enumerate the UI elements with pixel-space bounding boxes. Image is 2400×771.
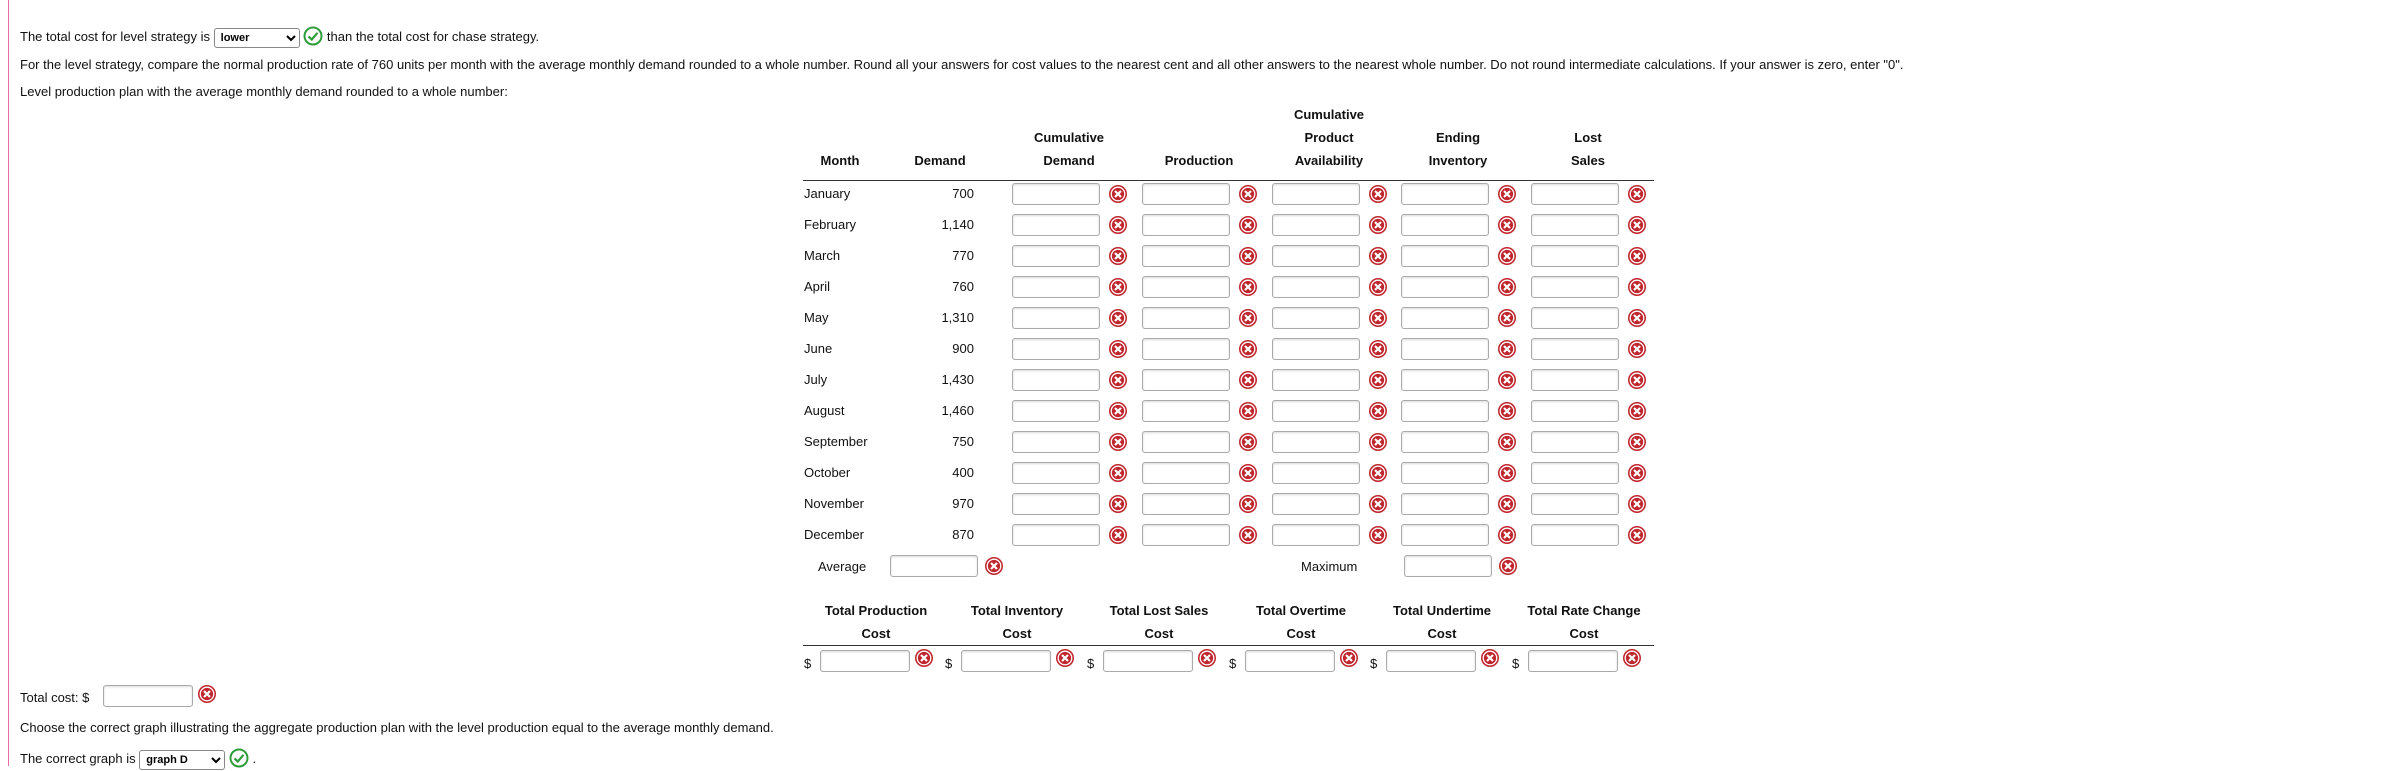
line1-prefix: The total cost for level strategy is: [20, 28, 211, 44]
cumulative-demand-input[interactable]: [1012, 369, 1100, 391]
total-rate-change-cost-header: Total Rate Change: [1527, 603, 1641, 618]
production-input[interactable]: [1142, 493, 1230, 515]
incorrect-icon: [914, 648, 934, 668]
cumulative-demand-input[interactable]: [1012, 524, 1100, 546]
production-input[interactable]: [1142, 400, 1230, 422]
production-input[interactable]: [1142, 431, 1230, 453]
ending-inventory-input[interactable]: [1401, 493, 1489, 515]
incorrect-icon: [1368, 184, 1388, 204]
incorrect-icon: [1238, 370, 1258, 390]
ending-inventory-input[interactable]: [1401, 431, 1489, 453]
incorrect-icon: [1368, 401, 1388, 421]
production-input[interactable]: [1142, 524, 1230, 546]
graph-dropdown[interactable]: [139, 750, 225, 770]
month-label: September: [804, 434, 868, 449]
incorrect-icon: [1627, 246, 1647, 266]
demand-value: 900: [952, 341, 974, 356]
graph-line-prefix: The correct graph is: [20, 750, 136, 766]
cumulative-availability-input[interactable]: [1272, 245, 1360, 267]
cumulative-availability-input[interactable]: [1272, 524, 1360, 546]
column-header-production: Production: [1164, 153, 1234, 168]
column-header-cum-avail: Cumulative: [1293, 107, 1365, 122]
total-lost-sales-cost-header-sub: Cost: [1144, 626, 1174, 641]
currency-symbol: $: [1512, 656, 1520, 671]
incorrect-icon: [1497, 308, 1517, 328]
incorrect-icon: [1622, 648, 1642, 668]
graph-line-suffix: .: [252, 750, 257, 766]
cumulative-demand-input[interactable]: [1012, 493, 1100, 515]
incorrect-icon: [1368, 308, 1388, 328]
cumulative-demand-input[interactable]: [1012, 431, 1100, 453]
month-label: November: [804, 496, 864, 511]
production-input[interactable]: [1142, 462, 1230, 484]
demand-value: 400: [952, 465, 974, 480]
incorrect-icon: [1238, 463, 1258, 483]
maximum-label: Maximum: [1301, 559, 1358, 574]
incorrect-icon: [1627, 184, 1647, 204]
incorrect-icon: [1627, 370, 1647, 390]
incorrect-icon: [1368, 494, 1388, 514]
average-input[interactable]: [890, 555, 978, 577]
ending-inventory-input[interactable]: [1401, 338, 1489, 360]
production-input[interactable]: [1142, 183, 1230, 205]
currency-symbol: $: [1370, 656, 1378, 671]
total-undertime-cost-input[interactable]: [1386, 650, 1476, 672]
cumulative-availability-input[interactable]: [1272, 493, 1360, 515]
cumulative-demand-input[interactable]: [1012, 183, 1100, 205]
production-input[interactable]: [1142, 245, 1230, 267]
incorrect-icon: [1497, 401, 1517, 421]
graph-prompt: Choose the correct graph illustrating the aggregate production plan with the level production equal to the average monthly demand.: [20, 720, 774, 735]
incorrect-icon: [1497, 525, 1517, 545]
column-header-lost-sales: Sales: [1571, 153, 1605, 168]
ending-inventory-input[interactable]: [1401, 214, 1489, 236]
lost-sales-input[interactable]: [1531, 462, 1619, 484]
lost-sales-input[interactable]: [1531, 400, 1619, 422]
month-label: February: [804, 217, 857, 232]
incorrect-icon: [1368, 339, 1388, 359]
incorrect-icon: [1480, 648, 1500, 668]
total-production-cost-input[interactable]: [820, 650, 910, 672]
cumulative-availability-input[interactable]: [1272, 307, 1360, 329]
incorrect-icon: [1368, 246, 1388, 266]
instructions: For the level strategy, compare the normal production rate of 760 units per month with the average monthly demand rounded to a whole number. Round all your answers for cost values to the nearest cent and all other answers to the nearest whole number. Do not round intermediate calculations. If your answer is zero, enter "0".: [20, 57, 1904, 72]
cumulative-availability-input[interactable]: [1272, 214, 1360, 236]
demand-value: 870: [952, 527, 974, 542]
column-header-cum-demand: Demand: [1043, 153, 1095, 168]
demand-value: 1,460: [941, 403, 974, 418]
production-input[interactable]: [1142, 338, 1230, 360]
incorrect-icon: [1497, 339, 1517, 359]
ending-inventory-input[interactable]: [1401, 276, 1489, 298]
column-header-ending-inv: Inventory: [1428, 153, 1488, 168]
month-label: July: [804, 372, 828, 387]
incorrect-icon: [1497, 432, 1517, 452]
demand-value: 1,310: [941, 310, 974, 325]
ending-inventory-input[interactable]: [1401, 462, 1489, 484]
month-label: August: [804, 403, 845, 418]
cumulative-demand-input[interactable]: [1012, 214, 1100, 236]
lost-sales-input[interactable]: [1531, 431, 1619, 453]
incorrect-icon: [1108, 525, 1128, 545]
demand-value: 970: [952, 496, 974, 511]
incorrect-icon: [1108, 370, 1128, 390]
total-overtime-cost-header: Total Overtime: [1255, 603, 1347, 618]
demand-value: 770: [952, 248, 974, 263]
incorrect-icon: [984, 556, 1004, 576]
incorrect-icon: [1108, 432, 1128, 452]
total-inventory-cost-header-sub: Cost: [1002, 626, 1032, 641]
cumulative-availability-input[interactable]: [1272, 183, 1360, 205]
incorrect-icon: [1238, 184, 1258, 204]
total-undertime-cost-header-sub: Cost: [1427, 626, 1457, 641]
month-label: January: [804, 186, 851, 201]
column-header-demand: Demand: [914, 153, 966, 168]
lost-sales-input[interactable]: [1531, 214, 1619, 236]
lost-sales-input[interactable]: [1531, 369, 1619, 391]
ending-inventory-input[interactable]: [1401, 183, 1489, 205]
ending-inventory-input[interactable]: [1401, 369, 1489, 391]
ending-inventory-input[interactable]: [1401, 524, 1489, 546]
column-header-cum-avail: Product: [1304, 130, 1354, 145]
currency-symbol: $: [804, 656, 812, 671]
month-label: May: [804, 310, 829, 325]
left-margin-rule: [8, 0, 9, 766]
total-cost-input[interactable]: [103, 685, 193, 707]
total-lost-sales-cost-input[interactable]: [1103, 650, 1193, 672]
currency-symbol: $: [1087, 656, 1095, 671]
total-overtime-cost-input[interactable]: [1245, 650, 1335, 672]
incorrect-icon: [1108, 339, 1128, 359]
month-label: June: [804, 341, 833, 356]
lost-sales-input[interactable]: [1531, 307, 1619, 329]
currency-symbol: $: [1229, 656, 1237, 671]
incorrect-icon: [1497, 246, 1517, 266]
demand-value: 760: [952, 279, 974, 294]
graph-line: [20, 748, 256, 771]
incorrect-icon: [1238, 277, 1258, 297]
lost-sales-input[interactable]: [1531, 276, 1619, 298]
incorrect-icon: [1108, 184, 1128, 204]
line1-suffix: than the total cost for chase strategy.: [326, 28, 540, 44]
cost-divider: [803, 645, 1654, 646]
incorrect-icon: [1238, 432, 1258, 452]
currency-symbol: $: [945, 656, 953, 671]
incorrect-icon: [1238, 308, 1258, 328]
month-label: March: [804, 248, 841, 263]
ending-inventory-input[interactable]: [1401, 245, 1489, 267]
cumulative-availability-input[interactable]: [1272, 431, 1360, 453]
lost-sales-input[interactable]: [1531, 493, 1619, 515]
total-overtime-cost-header-sub: Cost: [1286, 626, 1316, 641]
incorrect-icon: [1627, 525, 1647, 545]
production-input[interactable]: [1142, 307, 1230, 329]
total-cost-line: [20, 690, 89, 705]
incorrect-icon: [1497, 184, 1517, 204]
incorrect-icon: [1368, 463, 1388, 483]
total-rate-change-cost-header-sub: Cost: [1569, 626, 1599, 641]
incorrect-icon: [1238, 494, 1258, 514]
lost-sales-input[interactable]: [1531, 183, 1619, 205]
total-rate-change-cost-input[interactable]: [1528, 650, 1618, 672]
month-label: December: [804, 527, 864, 542]
incorrect-icon: [1497, 277, 1517, 297]
incorrect-icon: [1497, 494, 1517, 514]
incorrect-icon: [1368, 370, 1388, 390]
cumulative-demand-input[interactable]: [1012, 307, 1100, 329]
incorrect-icon: [1238, 525, 1258, 545]
cumulative-demand-input[interactable]: [1012, 400, 1100, 422]
lost-sales-input[interactable]: [1531, 245, 1619, 267]
incorrect-icon: [1108, 308, 1128, 328]
ending-inventory-input[interactable]: [1401, 307, 1489, 329]
column-header-ending-inv: Ending: [1435, 130, 1481, 145]
column-header-cum-demand: Cumulative: [1033, 130, 1105, 145]
incorrect-icon: [1368, 432, 1388, 452]
demand-value: 1,140: [941, 217, 974, 232]
incorrect-icon: [1108, 401, 1128, 421]
cumulative-demand-input[interactable]: [1012, 245, 1100, 267]
total-inventory-cost-header: Total Inventory: [970, 603, 1064, 618]
total-lost-sales-cost-header: Total Lost Sales: [1109, 603, 1209, 618]
incorrect-icon: [1497, 215, 1517, 235]
total-production-cost-header: Total Production: [824, 603, 928, 618]
header-divider: [803, 180, 1654, 181]
month-label: October: [804, 465, 851, 480]
cumulative-availability-input[interactable]: [1272, 338, 1360, 360]
incorrect-icon: [1627, 215, 1647, 235]
cumulative-demand-input[interactable]: [1012, 462, 1100, 484]
incorrect-icon: [1627, 494, 1647, 514]
column-header-lost-sales: Lost: [1574, 130, 1602, 145]
level-vs-chase-dropdown[interactable]: [214, 28, 300, 48]
incorrect-icon: [1108, 277, 1128, 297]
check-icon: [303, 26, 323, 49]
production-input[interactable]: [1142, 214, 1230, 236]
incorrect-icon: [1339, 648, 1359, 668]
cumulative-availability-input[interactable]: [1272, 369, 1360, 391]
incorrect-icon: [1627, 463, 1647, 483]
incorrect-icon: [1238, 246, 1258, 266]
incorrect-icon: [1108, 494, 1128, 514]
incorrect-icon: [1627, 432, 1647, 452]
incorrect-icon: [1627, 401, 1647, 421]
incorrect-icon: [1497, 370, 1517, 390]
total-inventory-cost-input[interactable]: [961, 650, 1051, 672]
cumulative-availability-input[interactable]: [1272, 462, 1360, 484]
total-production-cost-header-sub: Cost: [861, 626, 891, 641]
production-input[interactable]: [1142, 276, 1230, 298]
cumulative-availability-input[interactable]: [1272, 400, 1360, 422]
average-label: Average: [818, 559, 867, 574]
demand-value: 700: [952, 186, 974, 201]
ending-inventory-input[interactable]: [1401, 400, 1489, 422]
cumulative-demand-input[interactable]: [1012, 338, 1100, 360]
incorrect-icon: [1627, 277, 1647, 297]
incorrect-icon: [1627, 308, 1647, 328]
incorrect-icon: [1497, 463, 1517, 483]
lost-sales-input[interactable]: [1531, 338, 1619, 360]
cumulative-demand-input[interactable]: [1012, 276, 1100, 298]
lost-sales-input[interactable]: [1531, 524, 1619, 546]
incorrect-icon: [1238, 215, 1258, 235]
maximum-input[interactable]: [1404, 555, 1492, 577]
demand-value: 1,430: [941, 372, 974, 387]
total-cost-label: Total cost: $: [20, 690, 90, 705]
incorrect-icon: [1368, 277, 1388, 297]
incorrect-icon: [1108, 215, 1128, 235]
incorrect-icon: [1368, 525, 1388, 545]
incorrect-icon: [1238, 339, 1258, 359]
incorrect-icon: [1055, 648, 1075, 668]
production-input[interactable]: [1142, 369, 1230, 391]
column-header-month: Month: [820, 153, 860, 168]
incorrect-icon: [197, 684, 217, 704]
incorrect-icon: [1368, 215, 1388, 235]
incorrect-icon: [1108, 246, 1128, 266]
demand-value: 750: [952, 434, 974, 449]
incorrect-icon: [1238, 401, 1258, 421]
incorrect-icon: [1197, 648, 1217, 668]
plan-title: Level production plan with the average monthly demand rounded to a whole number:: [20, 84, 508, 99]
total-undertime-cost-header: Total Undertime: [1393, 603, 1491, 618]
check-icon: [229, 748, 249, 771]
incorrect-icon: [1108, 463, 1128, 483]
incorrect-icon: [1498, 556, 1518, 576]
column-header-cum-avail: Availability: [1294, 153, 1364, 168]
month-label: April: [804, 279, 831, 294]
cumulative-availability-input[interactable]: [1272, 276, 1360, 298]
incorrect-icon: [1627, 339, 1647, 359]
level-vs-chase-line: [20, 26, 539, 49]
